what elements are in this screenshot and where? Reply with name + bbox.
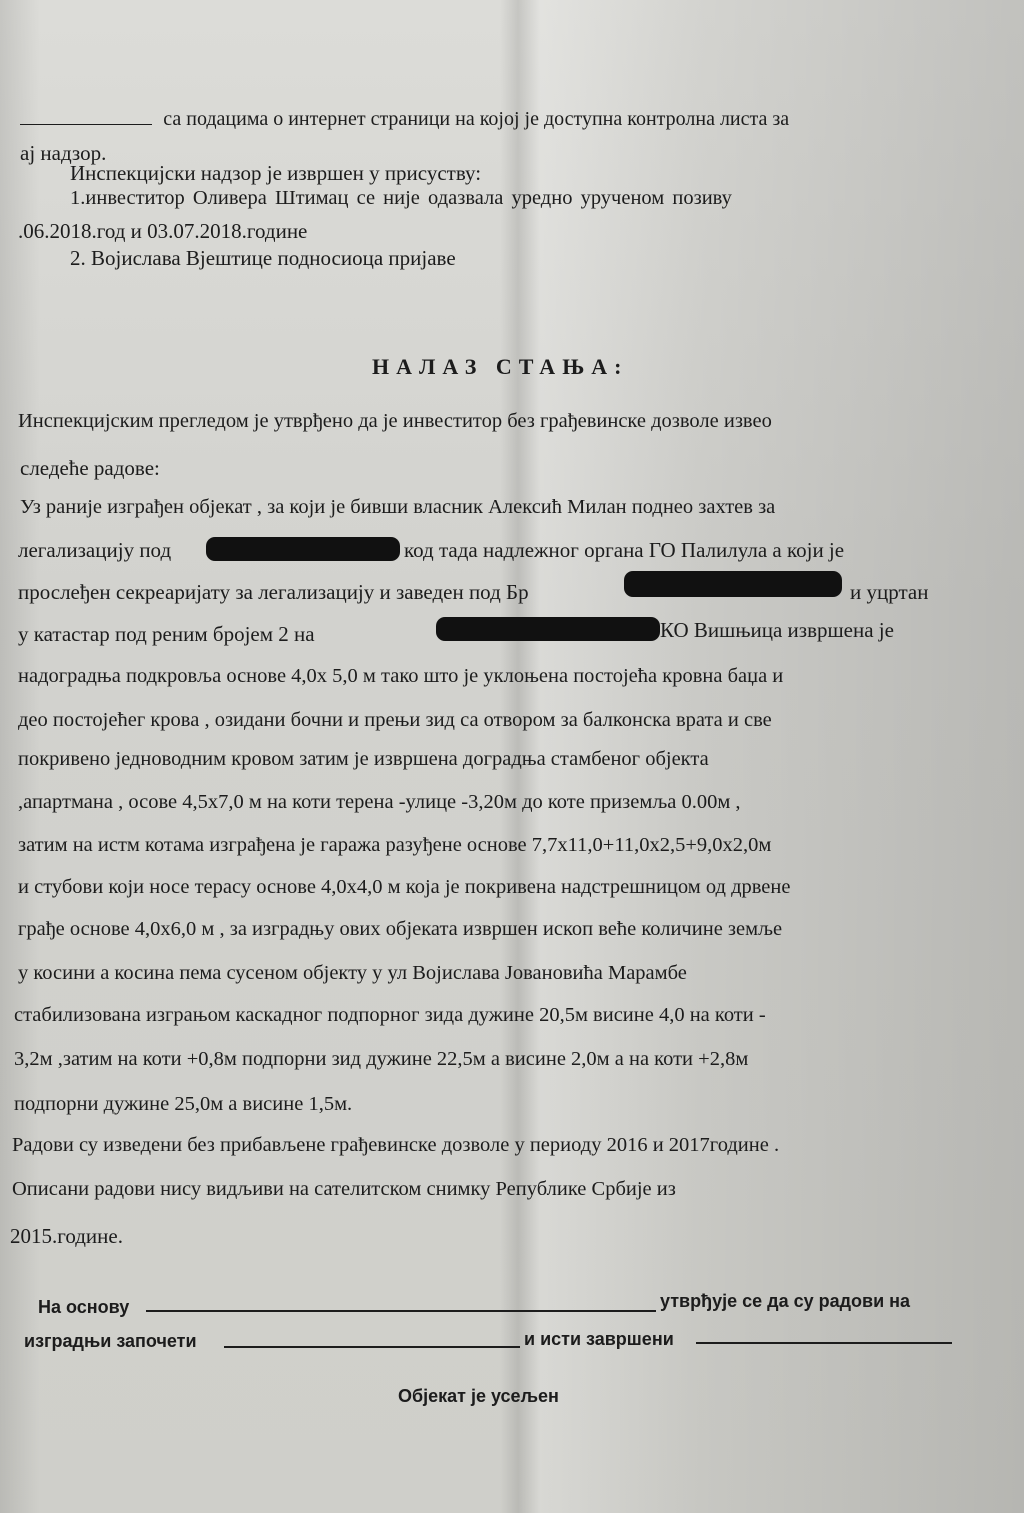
body-line-4b: код тада надлежног органа ГО Палилула а који је (404, 538, 845, 562)
body-line-12: и стубови који носе терасу основе 4,0х4,0 м која је покривена надстрешницом од дрвене (18, 876, 791, 898)
izgradnji-label: изградњи започети (24, 1331, 197, 1351)
blank-field (20, 124, 152, 125)
body-line-5b: и уцртан (850, 580, 929, 604)
body-line-16: 3,2м ,затим на коти +0,8м подпорни зид дужине 22,5м а висине 2,0м а на коти +2,8м (14, 1048, 749, 1070)
body-line-6a: у катастар под реним бројем 2 на (18, 622, 315, 646)
body-line-6b: КО Вишњица извршена је (660, 618, 894, 642)
redaction-mark (206, 537, 400, 561)
body-line-1: Инспекцијским прегледом је утврђено да је инвеститор без грађевинске дозволе извео (18, 410, 772, 432)
header-line-3: Инспекцијски надзор је извршен у присуству: (70, 161, 482, 185)
redaction-mark (436, 617, 660, 641)
body-line-20: 2015.године. (10, 1224, 123, 1248)
blank-field (146, 1310, 656, 1312)
body-line-7: надоградња подкровља основе 4,0х 5,0 м тако што је уклоњена постојећа кровна баџа и (18, 665, 784, 687)
utvrdjuje-label: утврђује се да су радови на (660, 1291, 911, 1311)
body-line-3: Уз раније изграђен објекат , за који је бивши власник Алексић Милан поднео захтев за (20, 496, 776, 518)
body-line-13: грађе основе 4,0х6,0 м , за изградњу ових објеката извршен ископ веће количине земље (18, 918, 783, 940)
blank-field (696, 1342, 952, 1344)
redaction-mark (624, 571, 842, 597)
header-line-2: ај надзор. (20, 141, 107, 165)
body-line-5a: прослеђен секреаријату за легализацију и заведен под Бр (18, 580, 529, 604)
body-line-19: Описани радови нису видљиви на сателитском снимку Републике Србије из (12, 1178, 676, 1200)
na-osnovu-label: На основу (38, 1297, 130, 1317)
body-line-10: ,апартмана , осове 4,5х7,0 м на коти терена -улице -3,20м до коте приземља 0.00м , (18, 791, 741, 813)
objekat-label: Објекат је усељен (398, 1386, 559, 1406)
header-line-5: .06.2018.год и 03.07.2018.године (18, 219, 308, 243)
body-line-2: следеће радове: (20, 456, 160, 480)
body-line-15: стабилизована изграњом каскадног подпорног зида дужине 20,5м висине 4,0 на коти - (14, 1004, 766, 1026)
header-line-1: са подацима о интернет страници на којој је доступна контролна листа за (20, 106, 789, 131)
blank-field (224, 1346, 520, 1348)
header-line-6: 2. Војислава Вјештице подносиоца пријаве (70, 246, 456, 270)
body-line-17: подпорни дужине 25,0м а висине 1,5м. (14, 1093, 353, 1115)
body-line-8: део постојећег крова , озидани бочни и прењи зид са отвором за балконска врата и све (18, 709, 772, 731)
i-isti-label: и исти завршени (524, 1329, 674, 1349)
body-line-14: у косини а косина пема сусеном објекту у ул Војислава Јовановића Марамбе (18, 962, 687, 984)
section-title: НАЛАЗ СТАЊА: (372, 354, 629, 379)
body-line-11: затим на истм котама изграђена је гаража разуђене основе 7,7х11,0+11,0х2,5+9,0х2,0м (18, 834, 772, 856)
body-line-9: покривено једноводним кровом затим је извршена доградња стамбеног објекта (18, 748, 709, 770)
header-line-4: 1.инвеститор Оливера Штимац се није одазвала уредно уручeном позиву (70, 187, 732, 209)
body-line-18: Радови су изведени без прибављене грађевинске дозволе у периоду 2016 и 2017године . (12, 1134, 780, 1156)
body-line-4a: легализацију под (18, 538, 172, 562)
